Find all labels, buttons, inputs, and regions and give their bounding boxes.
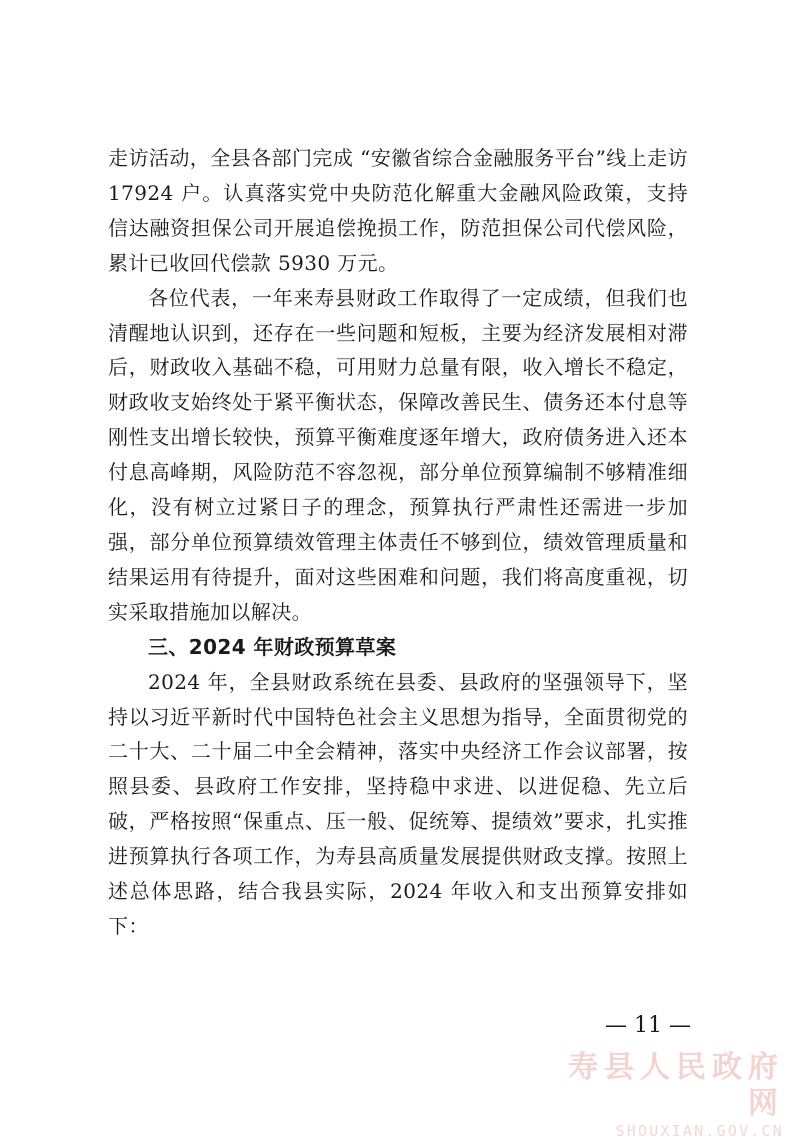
- watermark-title: 寿县人民政府网: [568, 1050, 784, 1121]
- page-number: — 11 —: [605, 1013, 691, 1038]
- section-heading-budget-draft: 三、2024 年财政预算草案: [148, 634, 397, 659]
- paragraph-budget-principles: 2024 年，全县财政系统在县委、县政府的坚强领导下，坚持以习近平新时代中国特色社会主义思想为指导，全面贯彻党的二十大、二十届二中全会精神，落实中央经济工作会议部署，按照县委、县政府工作安排，坚持稳中求进、以进促稳、先立后破，严格按照“保重点、压一般、促统筹、提绩效”要求，扎实推进预算执行各项工作，为寿县高质量发展提供财政支撑。按照上述总体思路，结合我县实际，2024 年收入和支出预算安排如下：: [108, 669, 688, 938]
- paragraph-financial-risk: 走访活动，全县各部门完成 “安徽省综合金融服务平台”线上走访 17924 户。认真落实党中央防范化解重大金融风险政策，支持信达融资担保公司开展追偿挽损工作，防范担保公司代偿风险，累计已收回代偿款 5930 万元。: [108, 146, 688, 275]
- paragraph-problems: 各位代表，一年来寿县财政工作取得了一定成绩，但我们也清醒地认识到，还存在一些问题和短板，主要为经济发展相对滞后，财政收入基础不稳，可用财力总量有限，收入增长不稳定，财政收支始终处于紧平衡状态，保障改善民生、债务还本付息等刚性支出增长较快，预算平衡难度逐年增大，政府债务进入还本付息高峰期，风险防范不容忽视，部分单位预算编制不够精准细化，没有树立过紧日子的理念，预算执行严肃性还需进一步加强，部分单位预算绩效管理主体责任不够到位，绩效管理质量和结果运用有待提升，面对这些困难和问题，我们将高度重视，切实采取措施加以解决。: [108, 285, 688, 624]
- watermark-url: SHOUXIAN.GOV.CN: [615, 1122, 784, 1140]
- watermark: [548, 1050, 784, 1140]
- document-body: [108, 141, 688, 944]
